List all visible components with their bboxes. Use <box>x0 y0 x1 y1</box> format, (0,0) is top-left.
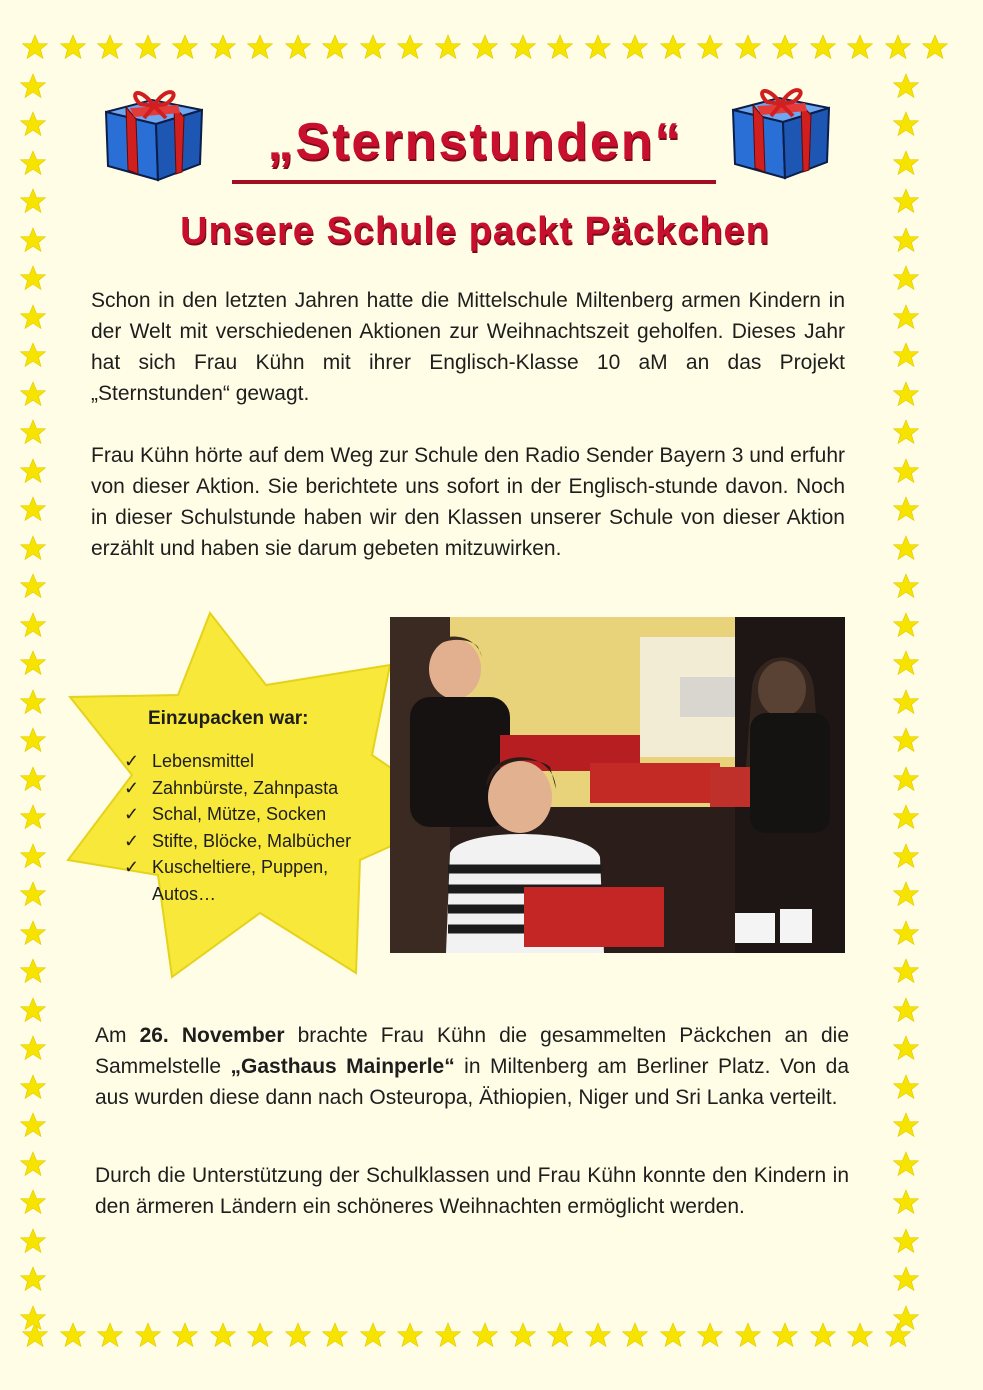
star-icon <box>893 1305 919 1331</box>
gift-box-icon <box>100 82 208 182</box>
star-icon <box>893 766 919 792</box>
star-icon <box>20 881 46 907</box>
star-icon <box>435 34 461 60</box>
star-icon <box>20 227 46 253</box>
star-icon <box>285 1322 311 1348</box>
star-icon <box>510 1322 536 1348</box>
star-icon <box>285 34 311 60</box>
packing-list <box>122 708 392 907</box>
packing-list-item <box>122 828 392 855</box>
star-icon <box>622 1322 648 1348</box>
star-icon <box>885 34 911 60</box>
star-icon <box>20 381 46 407</box>
packing-list-item <box>122 748 392 775</box>
intro-paragraph-1: Schon in den letzten Jahren hatte die Mittelschule Miltenberg armen Kindern in der Welt mit verschiedenen Aktionen zur Weihnachtszeit geholfen. Dieses Jahr hat sich Frau Kühn mit ihrer Englisch-Klasse 10 aM an das Projekt „Sternstunden“ gewagt. <box>91 289 845 405</box>
star-icon <box>893 419 919 445</box>
star-icon <box>893 1228 919 1254</box>
text-segment: brachte Frau Kühn die gesammelten Päckchen an die Sammelstelle <box>95 1024 850 1078</box>
star-icon <box>20 419 46 445</box>
star-icon <box>20 650 46 676</box>
star-icon <box>893 496 919 522</box>
star-icon <box>660 34 686 60</box>
star-icon <box>893 997 919 1023</box>
star-icon <box>885 1322 911 1348</box>
star-icon <box>893 612 919 638</box>
check-icon: ✓ <box>124 830 140 851</box>
star-icon <box>893 1074 919 1100</box>
packing-list-item <box>122 854 392 907</box>
star-icon <box>660 1322 686 1348</box>
star-icon <box>893 1189 919 1215</box>
star-icon <box>697 34 723 60</box>
star-icon <box>893 843 919 869</box>
star-icon <box>772 1322 798 1348</box>
star-icon <box>60 34 86 60</box>
star-icon <box>135 34 161 60</box>
star-icon <box>135 1322 161 1348</box>
star-icon <box>735 34 761 60</box>
star-icon <box>20 73 46 99</box>
star-icon <box>22 34 48 60</box>
star-icon <box>360 34 386 60</box>
star-icon <box>20 843 46 869</box>
date-highlight: 26. November <box>139 1024 285 1047</box>
check-icon: ✓ <box>124 751 140 771</box>
star-icon <box>20 496 46 522</box>
packing-list-item <box>122 801 392 828</box>
intro-paragraph-2: Frau Kühn hörte auf dem Weg zur Schule den Radio Sender Bayern 3 und erfuhr von dieser Aktion. Sie berichtete uns sofort in der Englisch-stunde davon. Noch in dieser Schulstunde haben wir den Klassen unserer Schule von dieser Aktion erzählt und haben sie darum gebeten mitzuwirken. <box>91 444 845 560</box>
packing-list-title: Einzupacken war: <box>148 708 309 729</box>
star-icon <box>893 381 919 407</box>
star-icon <box>322 1322 348 1348</box>
star-icon <box>20 766 46 792</box>
closing-paragraph-2: Durch die Unterstützung der Schulklassen und Frau Kühn konnte den Kindern in den ärmeren Ländern ein schöneres Weihnachten ermöglicht werden. <box>95 1164 849 1218</box>
star-icon <box>20 1035 46 1061</box>
star-icon <box>735 1322 761 1348</box>
star-icon <box>893 73 919 99</box>
text-segment: in Miltenberg am Berliner Platz. Von da aus wurden diese dann nach Osteuropa, Äthiopien, Niger und Sri Lanka verteilt. <box>95 1055 849 1109</box>
packing-items <box>122 748 392 907</box>
star-icon <box>22 1322 48 1348</box>
star-icon <box>20 1151 46 1177</box>
star-icon <box>397 1322 423 1348</box>
star-icon <box>20 111 46 137</box>
star-icon <box>893 881 919 907</box>
place-highlight: „Gasthaus Mainperle“ <box>230 1055 455 1078</box>
star-icon <box>893 1266 919 1292</box>
star-icon <box>893 920 919 946</box>
star-icon <box>20 1228 46 1254</box>
check-icon: ✓ <box>124 804 140 824</box>
check-icon: ✓ <box>124 857 140 877</box>
class-photo <box>390 617 845 953</box>
star-icon <box>810 34 836 60</box>
star-icon <box>20 188 46 214</box>
page-subtitle: Unsere Schule packt Päckchen <box>180 210 770 252</box>
star-icon <box>20 150 46 176</box>
star-icon <box>585 1322 611 1348</box>
closing-paragraph-1 <box>95 1020 849 1113</box>
star-icon <box>322 34 348 60</box>
star-icon <box>472 1322 498 1348</box>
star-icon <box>893 111 919 137</box>
star-icon <box>247 1322 273 1348</box>
star-icon <box>20 1189 46 1215</box>
star-icon <box>622 34 648 60</box>
star-icon <box>20 1112 46 1138</box>
star-icon <box>60 1322 86 1348</box>
star-icon <box>893 958 919 984</box>
star-icon <box>547 34 573 60</box>
packing-list-item-label: Kuscheltiere, Puppen, Autos… <box>152 857 329 904</box>
packing-list-item-label: Schal, Mütze, Socken <box>152 804 327 824</box>
star-icon <box>20 958 46 984</box>
check-icon: ✓ <box>124 777 140 798</box>
star-icon <box>20 612 46 638</box>
star-icon <box>20 265 46 291</box>
packing-list-item-label: Zahnbürste, Zahnpasta <box>152 777 339 798</box>
star-icon <box>97 1322 123 1348</box>
star-icon <box>20 689 46 715</box>
packing-list-item-label: Stifte, Blöcke, Malbücher <box>152 830 352 851</box>
star-icon <box>20 304 46 330</box>
star-icon <box>893 573 919 599</box>
star-icon <box>210 1322 236 1348</box>
star-icon <box>20 804 46 830</box>
star-icon <box>510 34 536 60</box>
star-icon <box>20 1266 46 1292</box>
star-icon <box>847 1322 873 1348</box>
star-icon <box>810 1322 836 1348</box>
star-icon <box>893 804 919 830</box>
star-icon <box>893 342 919 368</box>
star-icon <box>893 727 919 753</box>
star-icon <box>20 573 46 599</box>
star-icon <box>435 1322 461 1348</box>
star-icon <box>20 535 46 561</box>
title-underline <box>232 180 716 184</box>
star-icon <box>20 997 46 1023</box>
star-icon <box>893 650 919 676</box>
star-icon <box>772 34 798 60</box>
star-icon <box>20 1305 46 1331</box>
star-icon <box>210 34 236 60</box>
star-icon <box>893 689 919 715</box>
star-icon <box>847 34 873 60</box>
star-icon <box>360 1322 386 1348</box>
star-icon <box>893 304 919 330</box>
star-icon <box>97 34 123 60</box>
star-icon <box>893 1112 919 1138</box>
packing-list-item-label: Lebensmittel <box>152 751 255 771</box>
star-icon <box>893 1035 919 1061</box>
star-icon <box>893 188 919 214</box>
star-icon <box>893 150 919 176</box>
page-title: „Sternstunden“ <box>267 113 683 171</box>
star-icon <box>893 227 919 253</box>
star-icon <box>247 34 273 60</box>
star-icon <box>585 34 611 60</box>
star-icon <box>893 535 919 561</box>
star-icon <box>893 458 919 484</box>
packing-list-item <box>122 775 392 802</box>
star-icon <box>172 1322 198 1348</box>
star-icon <box>20 727 46 753</box>
star-icon <box>697 1322 723 1348</box>
star-icon <box>397 34 423 60</box>
star-icon <box>893 265 919 291</box>
star-icon <box>20 1074 46 1100</box>
star-icon <box>472 34 498 60</box>
gift-box-icon <box>727 80 835 180</box>
star-icon <box>922 34 948 60</box>
star-icon <box>893 1151 919 1177</box>
star-icon <box>172 34 198 60</box>
text-segment: Am <box>95 1024 140 1047</box>
star-icon <box>20 458 46 484</box>
star-icon <box>547 1322 573 1348</box>
star-icon <box>20 342 46 368</box>
star-icon <box>20 920 46 946</box>
